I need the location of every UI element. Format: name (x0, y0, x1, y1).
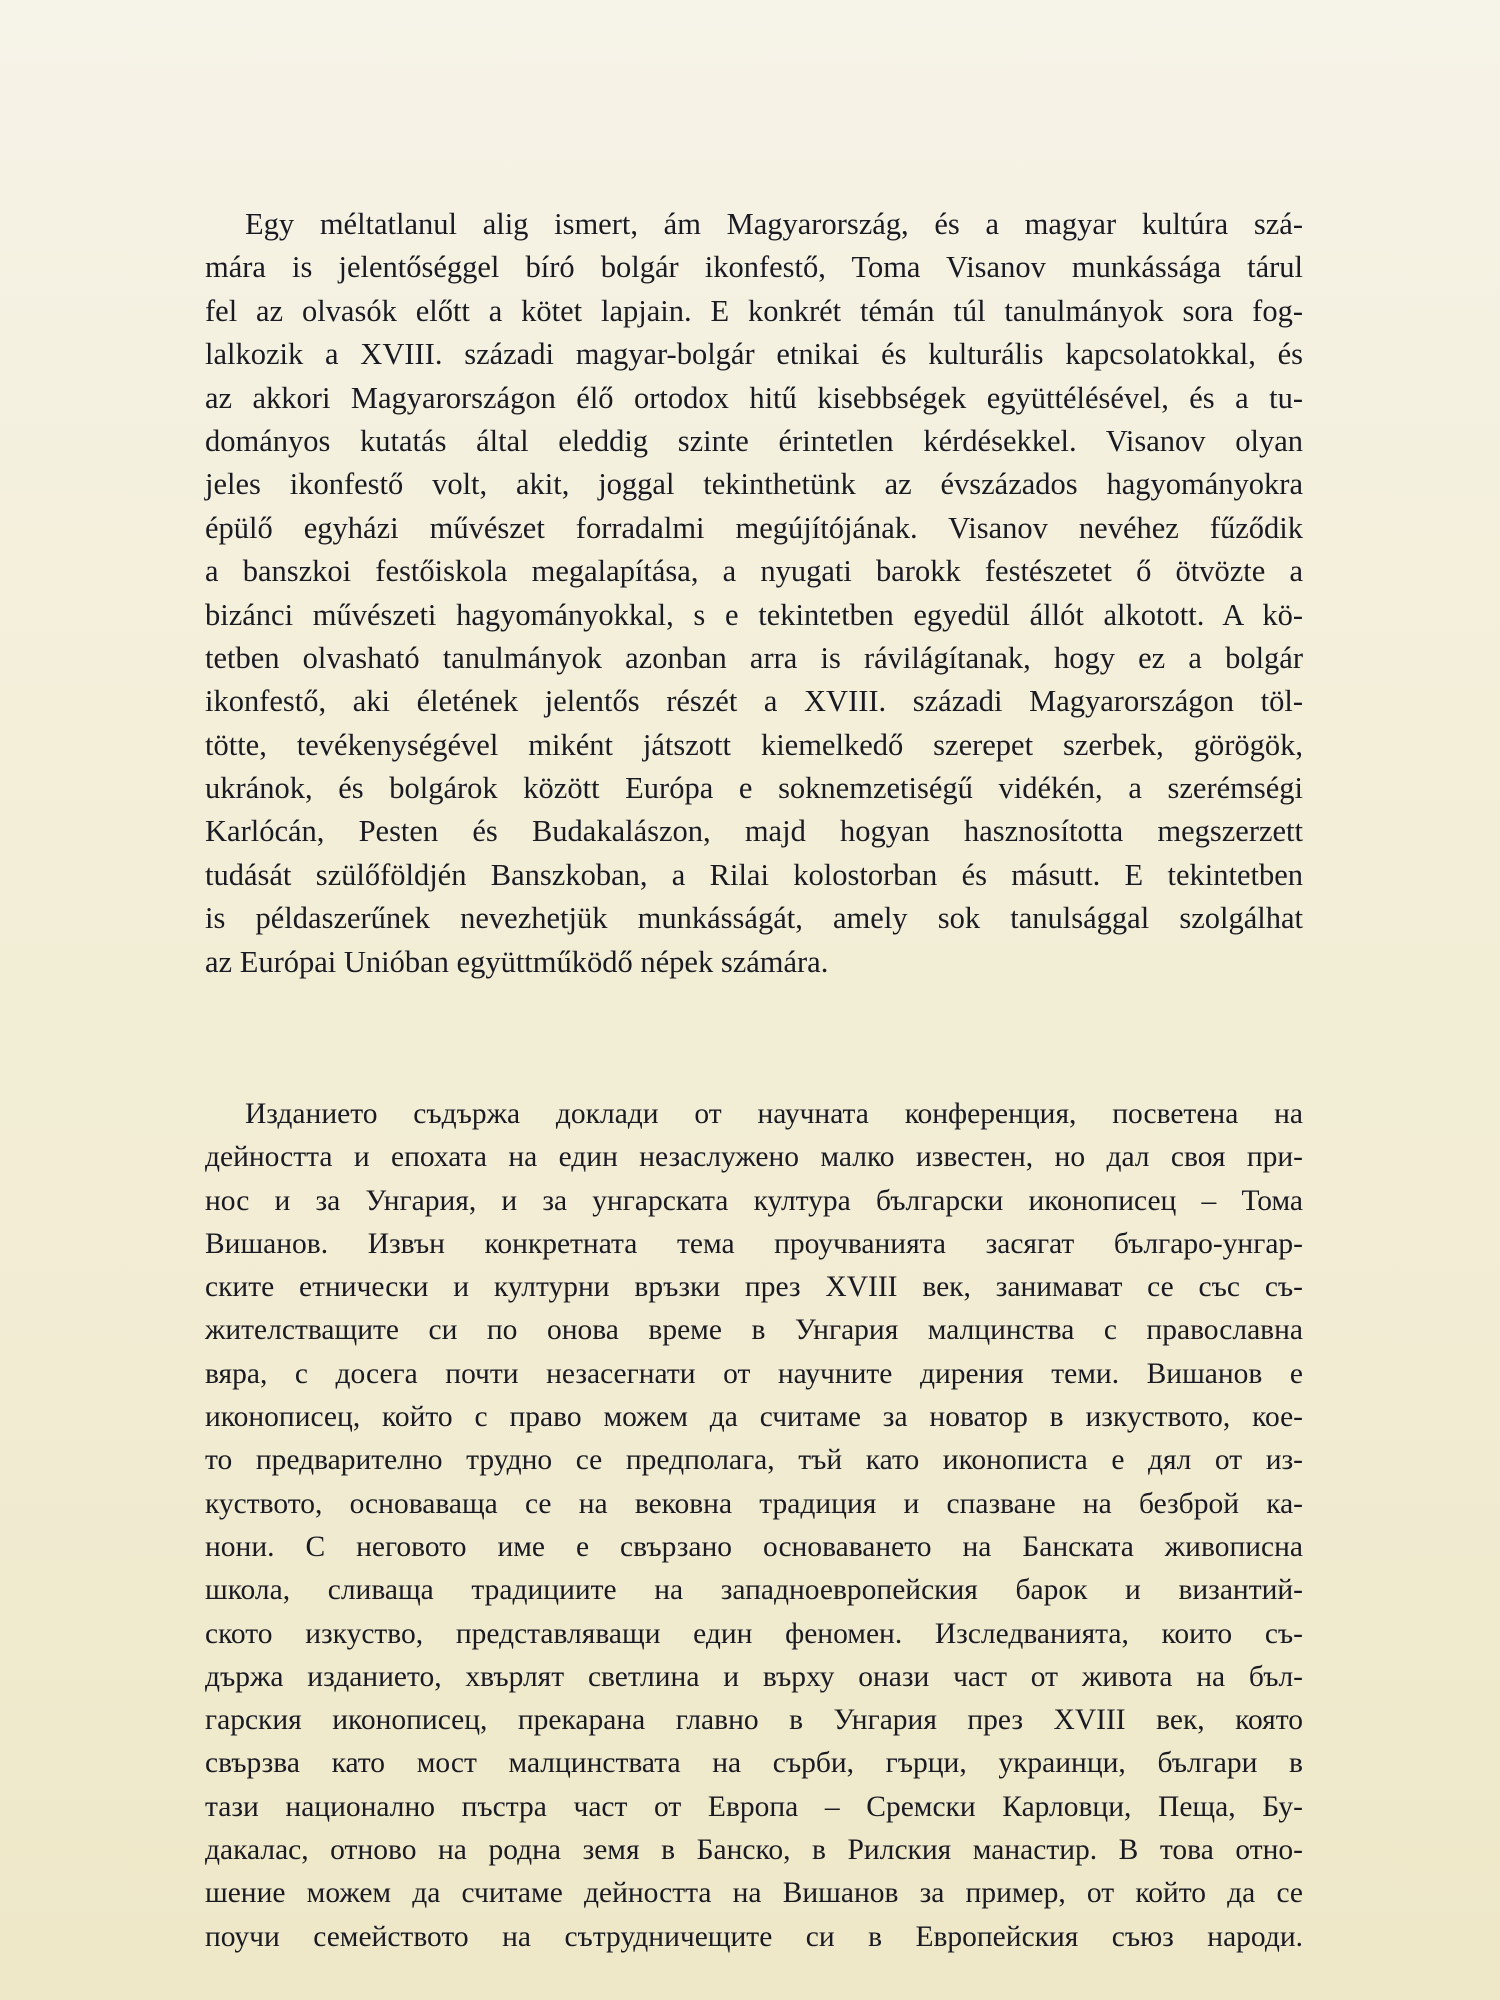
text-line: tetben olvasható tanulmányok azonban arra is rávilágítanak, hogy ez a bolgár (205, 640, 1303, 675)
text-line: свързва като мост малцинствата на сърби, гърци, украинци, българи в (205, 1747, 1303, 1780)
text-line: lalkozik a XVIII. századi magyar-bolgár etnikai és kulturális kapcsolatokkal, és (205, 337, 1303, 372)
text-line: нони. С неговото име е свързано основаването на Банската живописна (205, 1530, 1303, 1563)
text-line: иконописец, който с право можем да считаме за новатор в изкуството, кое- (205, 1401, 1303, 1434)
text-line: mára is jelentőséggel bíró bolgár ikonfestő, Toma Visanov munkássága tárul (205, 250, 1303, 285)
text-line: вяра, с досега почти незасегнати от научните дирения теми. Вишанов е (205, 1357, 1303, 1390)
text-line: куството, основаваща се на вековна традиция и спазване на безброй ка- (205, 1487, 1303, 1520)
text-line: ското изкуство, представляващи един феномен. Изследванията, които съ- (205, 1617, 1303, 1650)
text-line: fel az olvasók előtt a kötet lapjain. E konkrét témán túl tanulmányok sora fog- (205, 293, 1303, 328)
text-line: a banszkoi festőiskola megalapítása, a nyugati barokk festészetet ő ötvözte a (205, 554, 1303, 589)
text-line: дейността и епохата на един незаслужено малко известен, но дал своя при- (205, 1141, 1303, 1174)
text-line: дакалас, отново на родна земя в Банско, в Рилския манастир. В това отно- (205, 1834, 1303, 1867)
text-line: az Európai Unióban együttműködő népek számára. (205, 944, 829, 979)
text-line: жителстващите си по онова време в Унгария малцинства с православна (205, 1314, 1303, 1347)
text-line: тази национално пъстра част от Европа – Сремски Карловци, Пеща, Бу- (205, 1790, 1303, 1823)
text-line: поучи семейството на сътрудничещите си в Европейския съюз народи. (205, 1920, 1303, 1953)
text-line: шение можем да считаме дейността на Вишанов за пример, от който да се (205, 1877, 1303, 1910)
text-line: az akkori Magyarországon élő ortodox hitű kisebbségek együttélésével, és a tu- (205, 380, 1303, 415)
text-line: tudását szülőföldjén Banszkoban, a Rilai kolostorban és másutt. E tekintetben (205, 857, 1303, 892)
text-line: ikonfestő, aki életének jelentős részét a XVIII. századi Magyarországon töl- (205, 684, 1303, 719)
text-line: tötte, tevékenységével miként játszott kiemelkedő szerepet szerbek, görögök, (205, 727, 1303, 762)
bulgarian-paragraph (205, 1093, 1303, 1959)
text-line: нос и за Унгария, и за унгарската култура български иконописец – Тома (205, 1184, 1303, 1217)
text-line: Вишанов. Извън конкретната тема проучванията засягат българо-унгар- (205, 1227, 1303, 1260)
text-line: то предварително трудно се предполага, тъй като иконописта е дял от из- (205, 1444, 1303, 1477)
text-line: is példaszerűnek nevezhetjük munkásságát, amely sok tanulsággal szolgálhat (205, 901, 1303, 936)
text-line: държа изданието, хвърлят светлина и върху онази част от живота на бъл- (205, 1660, 1303, 1693)
text-line: гарския иконописец, прекарана главно в Унгария през XVIII век, която (205, 1704, 1303, 1737)
hungarian-paragraph (205, 203, 1303, 984)
text-line: jeles ikonfestő volt, akit, joggal tekinthetünk az évszázados hagyományokra (205, 467, 1303, 502)
text-line: épülő egyházi művészet forradalmi megújítójának. Visanov nevéhez fűződik (205, 510, 1303, 545)
text-line: bizánci művészeti hagyományokkal, s e tekintetben egyedül állót alkotott. A kö- (205, 597, 1303, 632)
text-line: ukránok, és bolgárok között Európa e soknemzetiségű vidékén, a szerémségi (205, 771, 1303, 806)
text-line: Изданието съдържа доклади от научната конференция, посветена на (245, 1098, 1303, 1130)
text-line: школа, сливаща традициите на западноевропейския барок и византий- (205, 1574, 1303, 1607)
text-line: dományos kutatás által eleddig szinte érintetlen kérdésekkel. Visanov olyan (205, 423, 1303, 458)
text-line: Egy méltatlanul alig ismert, ám Magyarország, és a magyar kultúra szá- (245, 207, 1303, 241)
text-line: ските етнически и културни връзки през XVIII век, занимават се със съ- (205, 1271, 1303, 1304)
text-line: Karlócán, Pesten és Budakalászon, majd hogyan hasznosította megszerzett (205, 814, 1303, 849)
